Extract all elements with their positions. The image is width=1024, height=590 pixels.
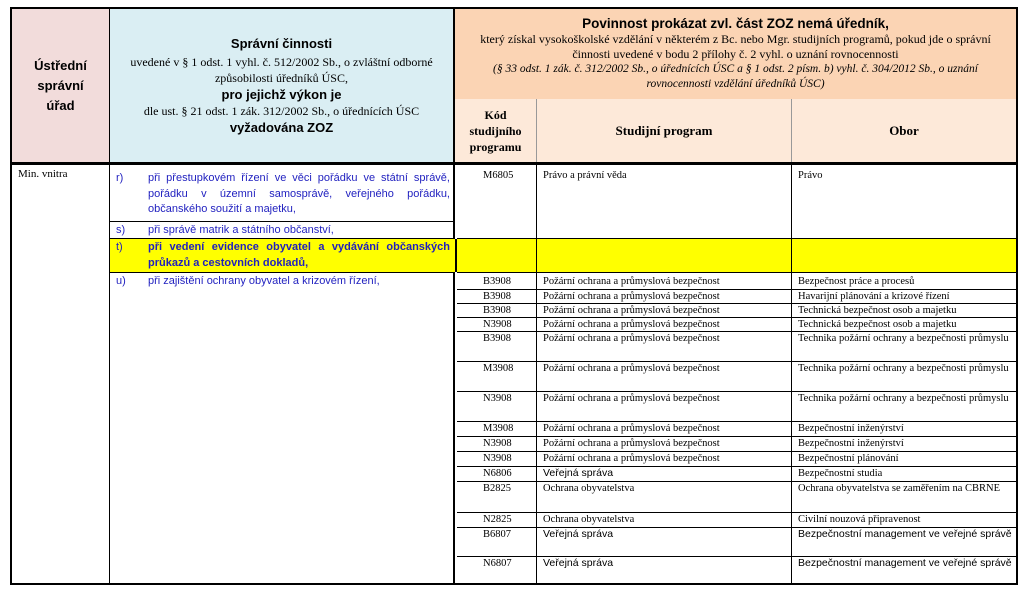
header-office — [12, 9, 110, 162]
row-code: N6807 — [483, 558, 512, 569]
row-program: Požární ochrana a průmyslová bezpečnost — [543, 291, 720, 302]
activities-bold: pro jejichž výkon je — [221, 86, 342, 102]
activity-r — [116, 171, 450, 218]
header-code-label: Kód studijního programu — [469, 107, 522, 154]
activities-title: Správní činnosti — [230, 35, 333, 51]
row-program: Požární ochrana a průmyslová bezpečnost — [543, 333, 720, 344]
header-divider-2 — [791, 99, 792, 162]
activity-text: při přestupkovém řízení ve věci pořádku ve státní správě, pořádku v územní samosprávě, veřejného pořádku, občanského soužití a majetku, — [148, 172, 450, 215]
row-code: M3908 — [483, 423, 514, 434]
row-program: Požární ochrana a průmyslová bezpečnost — [543, 453, 720, 464]
row-field: Technická bezpečnost osob a majetku — [798, 305, 957, 316]
activity-letter: u) — [116, 275, 126, 287]
row-program: Požární ochrana a průmyslová bezpečnost — [543, 319, 720, 330]
activity-u — [116, 274, 450, 290]
activity-letter: s) — [116, 224, 126, 236]
highlight-divider — [455, 239, 457, 272]
header-field — [792, 99, 1016, 162]
activities-bold2: vyžadována ZOZ — [229, 119, 334, 135]
row-code: N3908 — [483, 393, 512, 404]
row-program: Veřejná správa — [543, 528, 614, 540]
header-code — [455, 99, 536, 162]
row-field: Bezpečnostní inženýrství — [798, 423, 904, 434]
row-code: N2825 — [483, 514, 512, 525]
activities-line1: uvedené v § 1 odst. 1 vyhl. č. 512/2002 Sb., o zvláštní odborné způsobilosti úředníků ÚSC, — [130, 54, 433, 85]
row-code: N6806 — [483, 468, 512, 479]
duty-text: který získal vysokoškolské vzdělání v některém z Bc. nebo Mgr. studijních programů, pokud jde o správní činnosti uvedené v bodu 2 přílohy č. 2 vyhl. o uznání rovnocennosti — [480, 32, 991, 61]
row-field: Bezpečnostní plánování — [798, 453, 899, 464]
row-field: Bezpečnostní management ve veřejné správě — [798, 557, 1012, 569]
header-field-label: Obor — [889, 122, 919, 138]
row-code: B3908 — [483, 333, 512, 344]
row-field: Bezpečnostní studia — [798, 468, 883, 479]
activity-letter: r) — [116, 172, 124, 184]
row-field: Technika požární ochrany a bezpečnosti průmyslu — [798, 333, 1009, 344]
document-table — [10, 7, 1018, 585]
row-field: Havarijní plánování a krizové řízení — [798, 291, 950, 302]
row-code: N3908 — [483, 438, 512, 449]
row-program: Požární ochrana a průmyslová bezpečnost — [543, 276, 720, 287]
row-line — [457, 238, 1016, 239]
header-office-label: Ústřední správní úřad — [34, 57, 87, 113]
row-program: Veřejná správa — [543, 467, 614, 479]
activity-divider — [110, 272, 455, 273]
row-program: Ochrana obyvatelstva — [543, 483, 635, 494]
row-code: M3908 — [483, 363, 514, 374]
activities-line2: dle ust. § 21 odst. 1 zák. 312/2002 Sb., o úřednících ÚSC — [143, 103, 420, 118]
row-code: N3908 — [483, 453, 512, 464]
activity-s — [116, 223, 450, 239]
row-field: Civilní nouzová připravenost — [798, 514, 921, 525]
office-name: Min. vnitra — [18, 168, 68, 180]
activity-text: při zajištění ochrany obyvatel a krizovém řízení, — [148, 275, 380, 287]
row-program: Požární ochrana a průmyslová bezpečnost — [543, 423, 720, 434]
row-field: Bezpečnost práce a procesů — [798, 276, 915, 287]
duty-title: Povinnost prokázat zvl. část ZOZ nemá úředník, — [582, 16, 889, 31]
header-program — [537, 99, 791, 162]
activity-text: při vedení evidence obyvatel a vydávání občanských průkazů a cestovních dokladů, — [148, 241, 450, 269]
row-field: Ochrana obyvatelstva se zaměřením na CBRNE — [798, 483, 1001, 494]
row-code: B3908 — [483, 276, 512, 287]
row-program: Ochrana obyvatelstva — [543, 514, 635, 525]
activity-t — [116, 240, 450, 271]
row-field: Technická bezpečnost osob a majetku — [798, 319, 957, 330]
header-divider-1 — [536, 99, 537, 162]
activity-divider — [110, 238, 455, 239]
row-code: B3908 — [483, 305, 512, 316]
row-field: Technika požární ochrany a bezpečnosti průmyslu — [798, 363, 1009, 374]
duty-note: (§ 33 odst. 1 zák. č. 312/2002 Sb., o úřednících ÚSC a § 1 odst. 2 písm. b) vyhl. č. 304/2012 Sb., o uznání rovnocennosti vzdělání úředníků ÚSC) — [493, 63, 978, 90]
row-program: Požární ochrana a průmyslová bezpečnost — [543, 393, 720, 404]
office-column — [12, 165, 110, 583]
activity-letter: t) — [116, 241, 123, 253]
header-duty — [455, 9, 1016, 99]
activity-divider — [110, 221, 455, 222]
row-code: B6807 — [483, 529, 512, 540]
row-field: Bezpečnostní inženýrství — [798, 438, 904, 449]
row-code: B3908 — [483, 291, 512, 302]
row-program: Požární ochrana a průmyslová bezpečnost — [543, 305, 720, 316]
row-program: Právo a právní věda — [543, 170, 627, 181]
row-code: N3908 — [483, 319, 512, 330]
row-program: Požární ochrana a průmyslová bezpečnost — [543, 438, 720, 449]
row-code: B2825 — [483, 483, 512, 494]
header-activities — [110, 9, 455, 162]
row-program: Požární ochrana a průmyslová bezpečnost — [543, 363, 720, 374]
activity-text: při správě matrik a státního občanství, — [148, 224, 334, 236]
row-line — [457, 272, 1016, 273]
row-program: Veřejná správa — [543, 557, 614, 569]
row-field: Bezpečnostní management ve veřejné správě — [798, 528, 1012, 540]
row-code: M6805 — [483, 170, 514, 181]
row-field: Technika požární ochrany a bezpečnosti průmyslu — [798, 393, 1009, 404]
header-program-label: Studijní program — [615, 122, 713, 138]
row-field: Právo — [798, 170, 823, 181]
